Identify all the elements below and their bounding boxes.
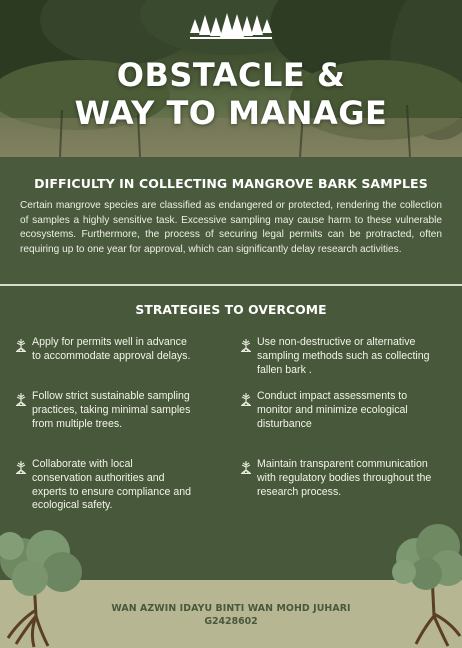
author-name: WAN AZWIN IDAYU BINTI WAN MOHD JUHARI [111,603,351,614]
difficulty-heading: DIFFICULTY IN COLLECTING MANGROVE BARK SAMPLES [34,176,428,191]
difficulty-section [0,157,462,285]
mangrove-tree-icon [380,516,462,648]
difficulty-body: Certain mangrove species are classified as endangered or protected, rendering the collection of samples a highly sensitive task. Excessive sampling may cause harm to these vulnerable ecosystems. Furthermore, the process of securing legal permits can be protracted, often requiring up to one year for approval, which can significantly delay research activities. [20,200,442,255]
mangrove-tree-icon [240,460,252,474]
strategy-text: Collaborate with local conservation authorities and experts to ensure compliance and ecological safety. [32,458,191,512]
strategies-heading: STRATEGIES TO OVERCOME [135,303,327,317]
page-title [0,56,462,132]
strategy-text: Apply for permits well in advance to accommodate approval delays. [32,336,191,362]
strategy-text: Follow strict sustainable sampling practices, taking minimal samples from multiple trees. [32,390,191,430]
strategy-text: Conduct impact assessments to monitor and minimize ecological disturbance [257,390,408,430]
mangrove-tree-icon [15,460,27,474]
mangrove-tree-icon [15,338,27,352]
strategy-text: Maintain transparent communication with regulatory bodies throughout the research process. [257,458,432,498]
forest-trees-icon [189,11,273,41]
mangrove-tree-icon [240,338,252,352]
strategy-text: Use non-destructive or alternative sampling methods such as collecting fallen bark . [257,336,430,376]
student-id: G2428602 [204,616,258,627]
title-line-1: OBSTACLE & [116,56,346,94]
mangrove-tree-icon [0,520,92,648]
mangrove-tree-icon [15,392,27,406]
hero-banner [0,0,462,157]
title-line-2: WAY TO MANAGE [74,94,388,132]
mangrove-tree-icon [240,392,252,406]
